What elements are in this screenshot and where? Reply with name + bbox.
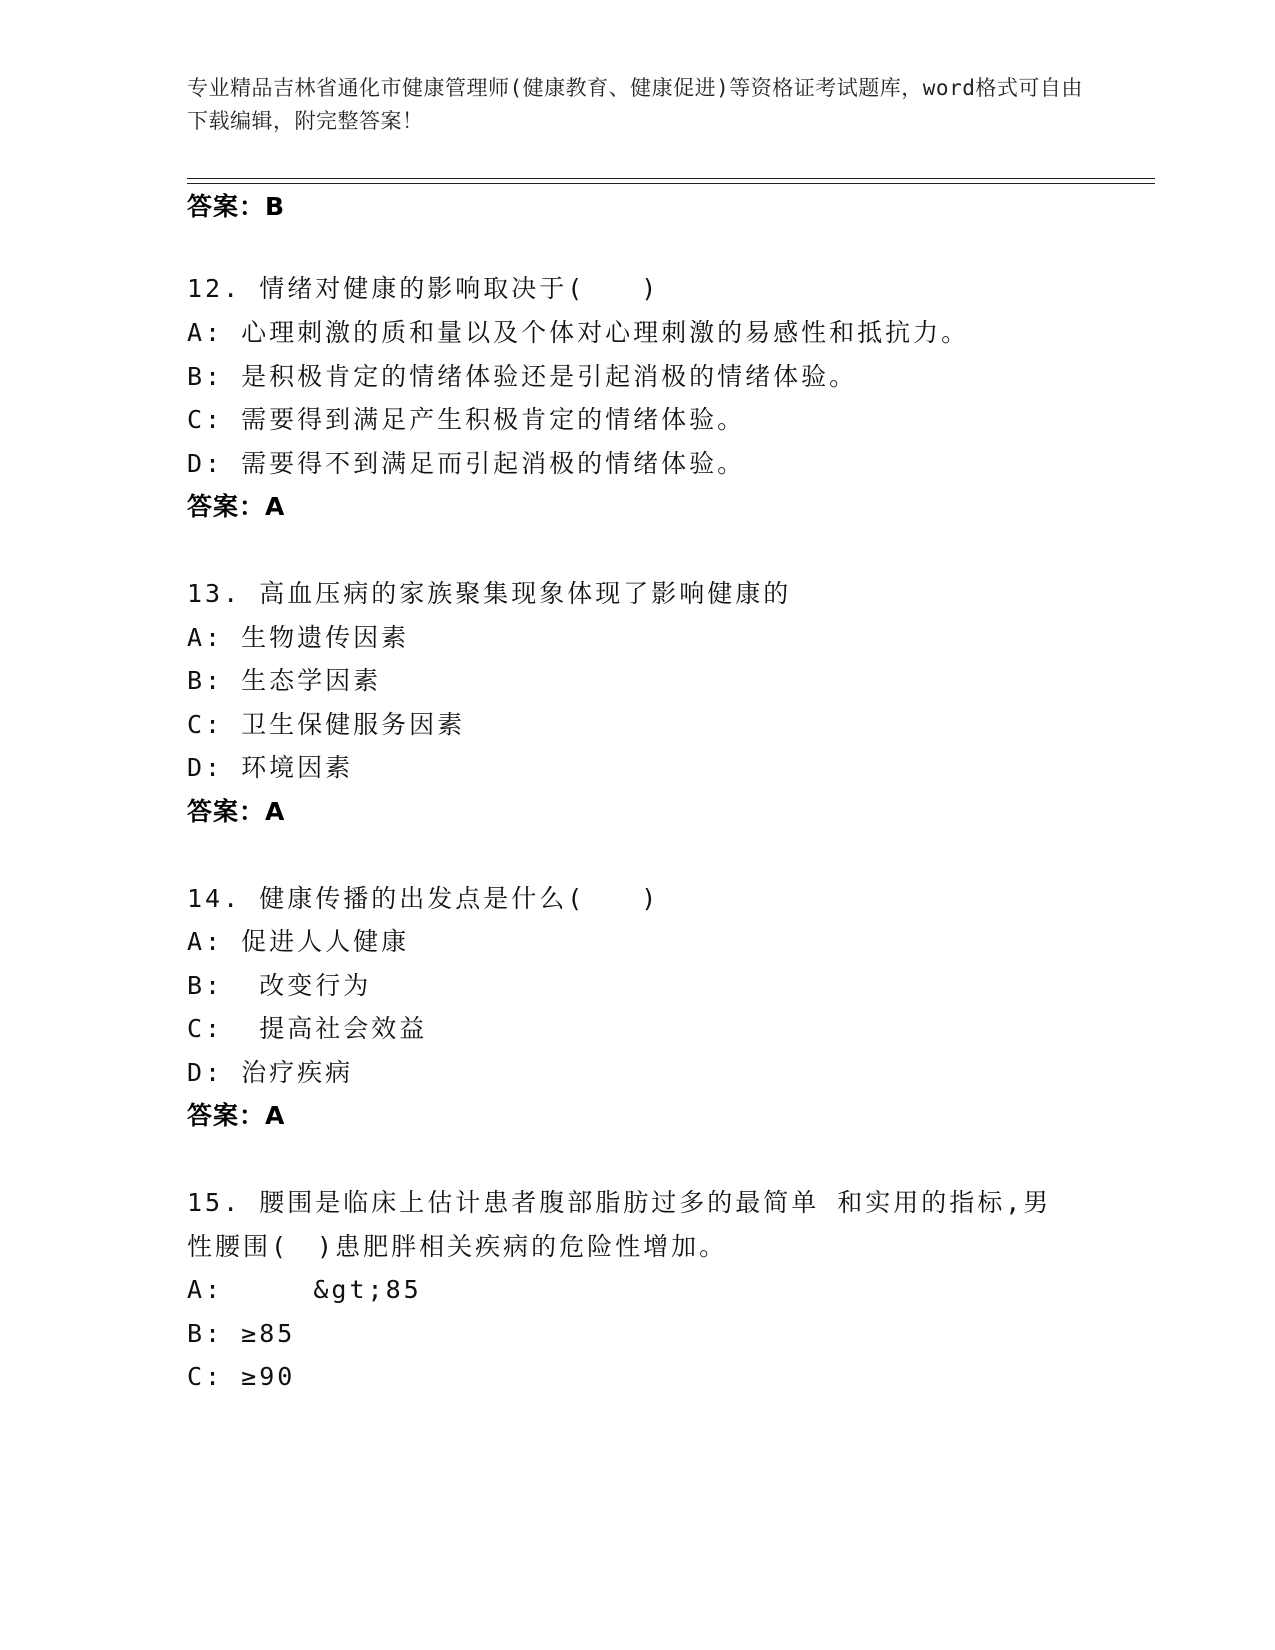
question-13-option-c: C: 卫生保健服务因素 [187,710,466,739]
question-14-option-d: D: 治疗疾病 [187,1058,354,1087]
question-15-title-line-1: 15. 腰围是临床上估计患者腹部脂肪过多的最简单 和实用的指标,男 [187,1188,1052,1217]
question-14-option-a: A: 促进人人健康 [187,927,410,956]
question-12-option-d: D: 需要得不到满足而引起消极的情绪体验。 [187,449,746,478]
question-13-option-d: D: 环境因素 [187,753,354,782]
answer-previous: 答案：B [187,192,286,221]
header-rule-bottom [187,183,1155,184]
question-15-option-a: A: &gt;85 [187,1275,422,1304]
question-14-answer: 答案：A [187,1101,286,1130]
page-header: 专业精品吉林省通化市健康管理师(健康教育、健康促进)等资格证考试题库，word格式可自由下载编辑，附完整答案！ [187,76,1083,133]
question-13-option-a: A: 生物遗传因素 [187,623,410,652]
question-14-title: 14. 健康传播的出发点是什么( ) [187,884,660,913]
header-rule-top [187,178,1155,179]
question-14-option-c: C: 提高社会效益 [187,1014,428,1043]
question-14-option-b: B: 改变行为 [187,971,372,1000]
question-15-title-line-2: 性腰围( )患肥胖相关疾病的危险性增加。 [187,1232,728,1261]
question-13-answer: 答案：A [187,797,286,826]
question-15-option-b: B: ≥85 [187,1319,296,1348]
question-12-option-c: C: 需要得到满足产生积极肯定的情绪体验。 [187,405,746,434]
question-12-option-b: B: 是积极肯定的情绪体验还是引起消极的情绪体验。 [187,362,858,391]
question-12-answer: 答案：A [187,492,286,521]
question-15-option-c: C: ≥90 [187,1362,296,1391]
question-12-title: 12. 情绪对健康的影响取决于( ) [187,274,660,303]
question-12-option-a: A: 心理刺激的质和量以及个体对心理刺激的易感性和抵抗力。 [187,318,970,347]
question-13-title: 13. 高血压病的家族聚集现象体现了影响健康的 [187,579,792,608]
question-13-option-b: B: 生态学因素 [187,666,382,695]
